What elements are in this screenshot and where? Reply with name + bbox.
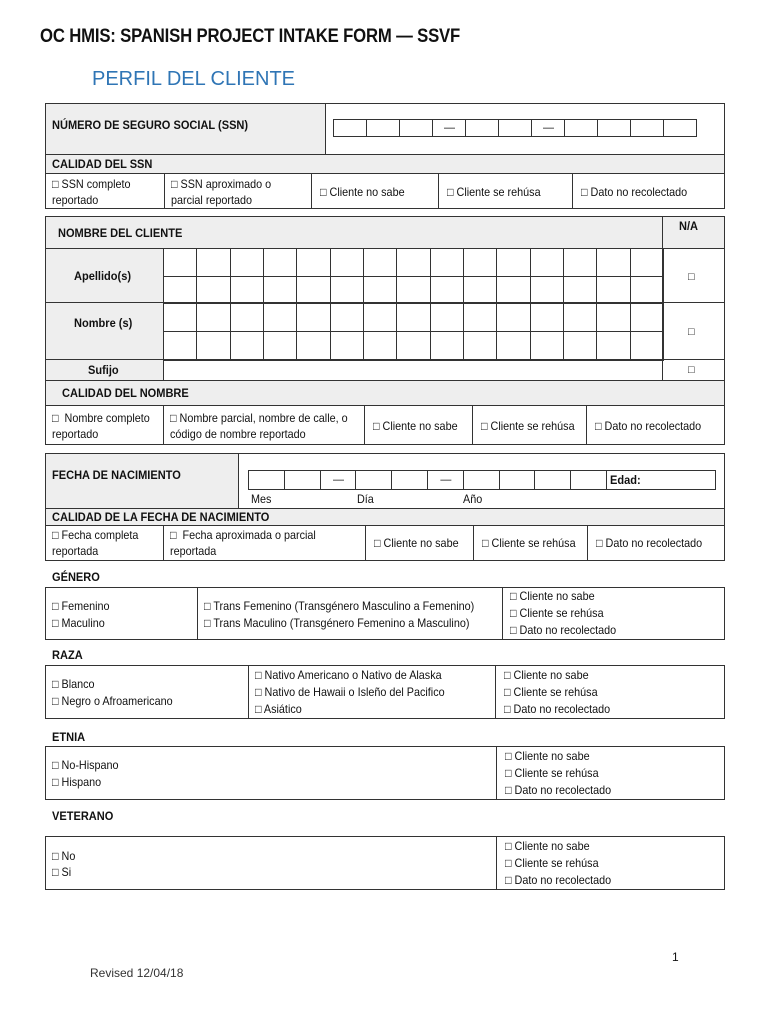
- dob-digit-boxes[interactable]: [248, 470, 606, 490]
- name-header: [45, 216, 663, 249]
- dob-quality-opt-1[interactable]: □ Fecha completa reportada: [45, 525, 164, 561]
- first-name-char-box[interactable]: [463, 331, 497, 361]
- last-name-char-grid[interactable]: [163, 248, 663, 303]
- last-name-char-box[interactable]: [596, 248, 630, 277]
- last-name-char-box[interactable]: [263, 276, 297, 305]
- last-name-char-box[interactable]: [463, 276, 497, 305]
- first-name-char-box[interactable]: [430, 331, 464, 361]
- last-name-label-cell: Apellido(s): [45, 248, 164, 303]
- first-name-char-box[interactable]: [430, 302, 464, 332]
- first-name-char-box[interactable]: [163, 302, 197, 332]
- ssn-digit-box[interactable]: [465, 119, 499, 137]
- first-name-char-box[interactable]: [530, 331, 564, 361]
- ssn-dash-box: [432, 119, 466, 137]
- ssn-input-cell: [325, 103, 725, 155]
- first-name-char-box[interactable]: [496, 331, 530, 361]
- veteran-yes-option[interactable]: □ Si: [52, 865, 72, 879]
- gender-not-collected-option[interactable]: □ Dato no recolectado: [510, 623, 617, 637]
- last-name-char-box[interactable]: [296, 248, 330, 277]
- first-name-char-box[interactable]: [230, 302, 264, 332]
- ethnicity-refused-option[interactable]: □ Cliente se rehúsa: [505, 766, 599, 780]
- first-name-char-box[interactable]: [230, 331, 264, 361]
- race-doesnt-know-option[interactable]: □ Cliente no sabe: [504, 668, 589, 682]
- gender-trans-male-option[interactable]: □ Trans Maculino (Transgénero Femenino a Masculino): [204, 616, 470, 630]
- dob-dash-box: [320, 470, 357, 490]
- first-name-char-box[interactable]: [563, 331, 597, 361]
- last-name-na-cell[interactable]: [662, 248, 725, 303]
- ethnicity-col-1: [45, 746, 497, 800]
- dob-dash: —: [440, 474, 452, 486]
- ssn-quality-opt-2[interactable]: □ SSN aproximado o parcial reportado: [164, 173, 312, 209]
- first-name-char-box[interactable]: [463, 302, 497, 332]
- first-name-char-box[interactable]: [163, 331, 197, 361]
- veteran-label: VETERANO: [52, 809, 114, 823]
- ssn-quality-opt-4[interactable]: □ Cliente se rehúsa: [438, 173, 573, 209]
- dob-quality-opt-4[interactable]: □ Cliente se rehúsa: [473, 525, 588, 561]
- suffix-na-cell[interactable]: [662, 359, 725, 381]
- last-name-char-box[interactable]: [563, 248, 597, 277]
- day-label: Día: [357, 492, 374, 506]
- first-name-char-box[interactable]: [630, 302, 664, 332]
- first-name-char-box[interactable]: [363, 302, 397, 332]
- ssn-label: NÚMERO DE SEGURO SOCIAL (SSN): [52, 118, 249, 132]
- dob-quality-header: CALIDAD DE LA FECHA DE NACIMIENTO: [45, 508, 725, 526]
- section-title: PERFIL DEL CLIENTE: [92, 68, 296, 90]
- first-name-char-box[interactable]: [330, 302, 364, 332]
- first-name-char-box[interactable]: [396, 302, 430, 332]
- last-name-char-box[interactable]: [196, 248, 230, 277]
- first-name-na-cell[interactable]: [662, 302, 725, 360]
- ethnicity-label: ETNIA: [52, 730, 86, 744]
- form-title: OC HMIS: SPANISH PROJECT INTAKE FORM — SSVF: [40, 26, 461, 47]
- last-name-char-box[interactable]: [363, 248, 397, 277]
- last-name-char-box[interactable]: [430, 248, 464, 277]
- name-quality-opt-5[interactable]: □ Dato no recolectado: [586, 405, 725, 445]
- ethnicity-not-collected-option[interactable]: □ Dato no recolectado: [505, 783, 612, 797]
- dob-digit-box[interactable]: [499, 470, 536, 490]
- first-name-char-box[interactable]: [330, 331, 364, 361]
- last-name-char-box[interactable]: [496, 276, 530, 305]
- dob-quality-opt-3[interactable]: □ Cliente no sabe: [365, 525, 474, 561]
- veteran-refused-option[interactable]: □ Cliente se rehúsa: [505, 856, 599, 870]
- ssn-digit-box[interactable]: [597, 119, 631, 137]
- ssn-quality-opt-1[interactable]: □ SSN completo reportado: [45, 173, 165, 209]
- name-quality-opt-3[interactable]: □ Cliente no sabe: [364, 405, 473, 445]
- last-name-char-box[interactable]: [163, 276, 197, 305]
- na-label: N/A: [679, 219, 699, 233]
- ssn-quality-opt-5[interactable]: □ Dato no recolectado: [572, 173, 725, 209]
- last-name-char-box[interactable]: [230, 248, 264, 277]
- revised-date: Revised 12/04/18: [90, 966, 184, 980]
- last-name-char-box[interactable]: [263, 248, 297, 277]
- gender-col-3: [502, 587, 725, 640]
- first-name-char-box[interactable]: [630, 331, 664, 361]
- dob-quality-opt-5[interactable]: □ Dato no recolectado: [587, 525, 725, 561]
- dob-input-cell: [238, 453, 725, 509]
- ssn-digit-box[interactable]: [366, 119, 400, 137]
- veteran-col-1: [45, 836, 497, 890]
- name-quality-opt-4[interactable]: □ Cliente se rehúsa: [472, 405, 587, 445]
- dob-digit-box[interactable]: [284, 470, 321, 490]
- ethnicity-hispanic-option[interactable]: □ Hispano: [52, 775, 102, 789]
- suffix-na-checkbox[interactable]: □: [688, 364, 695, 376]
- last-name-char-box[interactable]: [530, 248, 564, 277]
- race-asian-option[interactable]: □ Asiático: [255, 702, 302, 716]
- name-quality-header: CALIDAD DEL NOMBRE: [45, 380, 725, 406]
- veteran-col-3: [496, 836, 725, 890]
- ssn-digit-box[interactable]: [663, 119, 697, 137]
- dob-digit-box[interactable]: [570, 470, 607, 490]
- first-name-char-box[interactable]: [530, 302, 564, 332]
- first-name-char-box[interactable]: [363, 331, 397, 361]
- name-quality-opt-2[interactable]: □ Nombre parcial, nombre de calle, o código de nombre reportado: [163, 405, 365, 445]
- veteran-not-collected-option[interactable]: □ Dato no recolectado: [505, 873, 612, 887]
- ssn-dash-box: [531, 119, 565, 137]
- last-name-char-box[interactable]: [230, 276, 264, 305]
- suffix-input[interactable]: [163, 359, 663, 381]
- gender-male-option[interactable]: □ Maculino: [52, 616, 105, 630]
- dob-digit-box[interactable]: [463, 470, 500, 490]
- ethnicity-doesnt-know-option[interactable]: □ Cliente no sabe: [505, 749, 590, 763]
- ssn-digit-box[interactable]: [333, 119, 367, 137]
- first-name-label-cell: Nombre (s): [45, 302, 164, 360]
- ssn-digit-box[interactable]: [498, 119, 532, 137]
- gender-col-2: [197, 587, 503, 640]
- age-label: Edad:: [610, 473, 641, 487]
- ssn-dash: —: [543, 122, 554, 134]
- veteran-no-option[interactable]: □ No: [52, 849, 76, 863]
- ssn-dash: —: [444, 122, 455, 134]
- race-label: RAZA: [52, 648, 83, 662]
- first-name-char-box[interactable]: [263, 302, 297, 332]
- gender-female-option[interactable]: □ Femenino: [52, 599, 110, 613]
- last-name-char-box[interactable]: [463, 248, 497, 277]
- ssn-label-cell: [45, 103, 326, 155]
- last-name-char-box[interactable]: [296, 276, 330, 305]
- last-name-char-box[interactable]: [430, 276, 464, 305]
- first-name-char-box[interactable]: [196, 331, 230, 361]
- ethnicity-col-3: [496, 746, 725, 800]
- dob-label-cell: FECHA DE NACIMIENTO: [45, 453, 239, 509]
- gender-doesnt-know-option[interactable]: □ Cliente no sabe: [510, 589, 595, 603]
- last-name-char-box[interactable]: [396, 276, 430, 305]
- last-name-na-checkbox[interactable]: □: [688, 271, 695, 283]
- last-name-char-box[interactable]: [630, 248, 664, 277]
- last-name-char-box[interactable]: [630, 276, 664, 305]
- first-name-na-checkbox[interactable]: □: [688, 326, 695, 338]
- veteran-doesnt-know-option[interactable]: □ Cliente no sabe: [505, 839, 590, 853]
- last-name-char-box[interactable]: [596, 276, 630, 305]
- race-pacific-islander-option[interactable]: □ Nativo de Hawaii o Isleño del Pacifico: [255, 685, 445, 699]
- race-native-american-option[interactable]: □ Nativo Americano o Nativo de Alaska: [255, 668, 442, 682]
- dob-dash-box: [427, 470, 464, 490]
- last-name-char-box[interactable]: [363, 276, 397, 305]
- ssn-digit-box[interactable]: [564, 119, 598, 137]
- ssn-quality-label: CALIDAD DEL SSN: [52, 157, 153, 171]
- ethnicity-non-hispanic-option[interactable]: □ No-Hispano: [52, 758, 119, 772]
- gender-refused-option[interactable]: □ Cliente se rehúsa: [510, 606, 604, 620]
- gender-label: GÉNERO: [52, 570, 100, 584]
- first-name-char-box[interactable]: [263, 331, 297, 361]
- year-label: Año: [463, 492, 483, 506]
- name-label: NOMBRE DEL CLIENTE: [58, 226, 183, 240]
- first-name-char-box[interactable]: [596, 331, 630, 361]
- race-black-option[interactable]: □ Negro o Afroamericano: [52, 694, 173, 708]
- month-label: Mes: [251, 492, 272, 506]
- race-col-2: [248, 665, 496, 719]
- last-name-char-box[interactable]: [530, 276, 564, 305]
- first-name-char-box[interactable]: [296, 302, 330, 332]
- first-name-char-box[interactable]: [396, 331, 430, 361]
- first-name-char-box[interactable]: [563, 302, 597, 332]
- race-not-collected-option[interactable]: □ Dato no recolectado: [504, 702, 611, 716]
- page-number: 1: [672, 950, 679, 964]
- suffix-label-cell: Sufijo: [45, 359, 164, 381]
- last-name-char-box[interactable]: [396, 248, 430, 277]
- last-name-char-box[interactable]: [330, 276, 364, 305]
- last-name-char-box[interactable]: [496, 248, 530, 277]
- race-col-3: [495, 665, 725, 719]
- ssn-quality-header: [45, 154, 725, 174]
- first-name-char-box[interactable]: [196, 302, 230, 332]
- gender-col-1: [45, 587, 198, 640]
- first-name-char-grid[interactable]: [163, 302, 663, 360]
- name-quality-opt-1[interactable]: □ Nombre completo reportado: [45, 405, 164, 445]
- dob-quality-opt-2[interactable]: □ Fecha aproximada o parcial reportada: [163, 525, 366, 561]
- first-name-char-box[interactable]: [596, 302, 630, 332]
- first-name-char-box[interactable]: [296, 331, 330, 361]
- ssn-digit-box[interactable]: [399, 119, 433, 137]
- ssn-digit-boxes[interactable]: [333, 119, 693, 137]
- dob-digit-box[interactable]: [391, 470, 428, 490]
- dob-digit-box[interactable]: [534, 470, 571, 490]
- ssn-digit-box[interactable]: [630, 119, 664, 137]
- race-refused-option[interactable]: □ Cliente se rehúsa: [504, 685, 598, 699]
- age-box[interactable]: [606, 470, 716, 490]
- dob-digit-box[interactable]: [248, 470, 285, 490]
- last-name-char-box[interactable]: [563, 276, 597, 305]
- ssn-quality-opt-3[interactable]: □ Cliente no sabe: [311, 173, 439, 209]
- dob-dash: —: [332, 474, 344, 486]
- last-name-char-box[interactable]: [330, 248, 364, 277]
- last-name-char-box[interactable]: [163, 248, 197, 277]
- name-na-header: [662, 216, 725, 249]
- last-name-char-box[interactable]: [196, 276, 230, 305]
- dob-digit-box[interactable]: [355, 470, 392, 490]
- first-name-char-box[interactable]: [496, 302, 530, 332]
- race-white-option[interactable]: □ Blanco: [52, 677, 95, 691]
- race-col-1: [45, 665, 249, 719]
- gender-trans-female-option[interactable]: □ Trans Femenino (Transgénero Masculino a Femenino): [204, 599, 475, 613]
